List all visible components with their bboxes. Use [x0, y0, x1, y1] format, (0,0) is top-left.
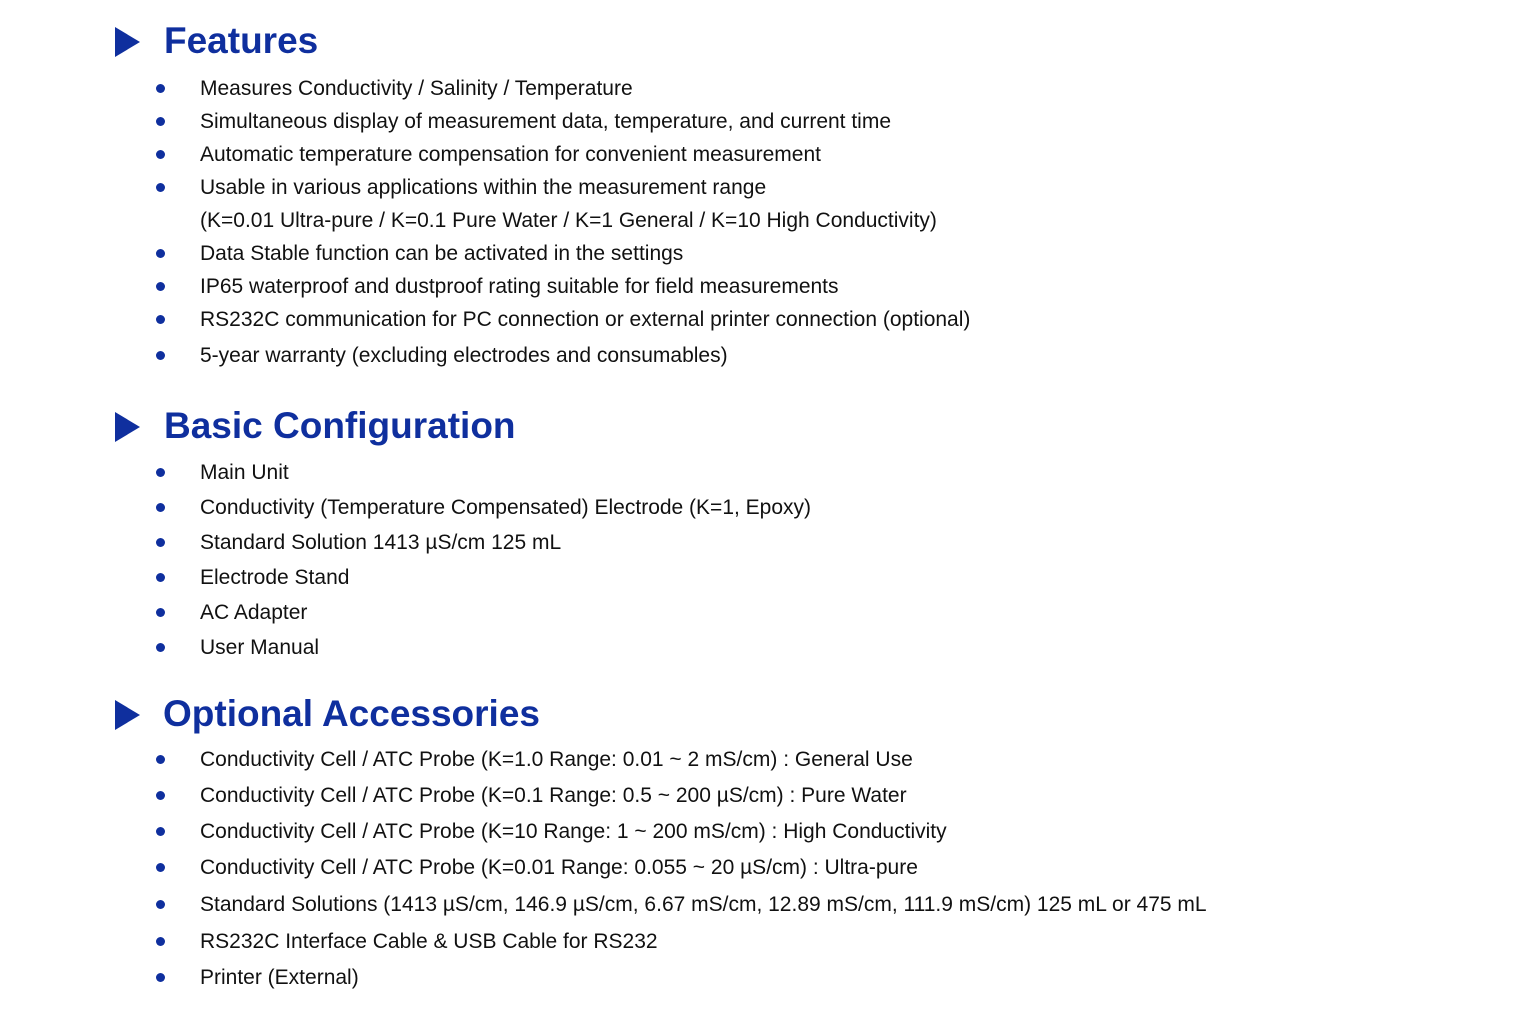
- list-item-text: Simultaneous display of measurement data, temperature, and current time: [200, 110, 892, 133]
- optional-accessories-section: [0, 690, 1536, 992]
- bullet-icon: [156, 84, 165, 93]
- optional-accessories-title: Optional Accessories: [163, 693, 540, 734]
- list-item: [0, 960, 1536, 996]
- basic-configuration-section: [0, 402, 1536, 660]
- bullet-icon: [156, 538, 165, 547]
- bullet-icon: [156, 503, 165, 512]
- bullet-icon: [156, 117, 165, 126]
- list-item-text: Data Stable function can be activated in the settings: [200, 242, 684, 265]
- list-item: [0, 850, 1536, 886]
- list-item-text: Standard Solution 1413 µS/cm 125 mL: [200, 531, 562, 554]
- list-item: [0, 778, 1536, 814]
- bullet-icon: [156, 282, 165, 291]
- list-item-text: RS232C Interface Cable & USB Cable for RS232: [200, 930, 658, 953]
- bullet-icon: [156, 183, 165, 192]
- bullet-icon: [156, 973, 165, 982]
- list-item-text: User Manual: [200, 636, 320, 659]
- list-item: [0, 138, 1536, 171]
- bullet-icon: [156, 827, 165, 836]
- triangle-right-icon: [115, 700, 140, 730]
- list-item: [0, 924, 1536, 960]
- triangle-right-icon: [115, 412, 140, 442]
- optional-accessories-list: [0, 742, 1536, 996]
- list-item-subtext: (K=0.01 Ultra-pure / K=0.1 Pure Water / K=1 General / K=10 High Conductivity): [200, 209, 937, 232]
- list-item: [0, 595, 1536, 630]
- bullet-icon: [156, 315, 165, 324]
- list-item-text: Measures Conductivity / Salinity / Temperature: [200, 77, 633, 100]
- list-item-text: Printer (External): [200, 966, 359, 989]
- list-item: [0, 72, 1536, 105]
- features-header: [0, 17, 1536, 65]
- list-item: [0, 237, 1536, 270]
- list-item-text: Conductivity Cell / ATC Probe (K=0.01 Range: 0.055 ~ 20 µS/cm) : Ultra-pure: [200, 856, 918, 879]
- features-list: [0, 72, 1536, 372]
- basic-configuration-title: Basic Configuration: [164, 405, 516, 446]
- list-item: [0, 490, 1536, 525]
- list-item-text: Conductivity (Temperature Compensated) Electrode (K=1, Epoxy): [200, 496, 812, 519]
- list-item: [0, 814, 1536, 850]
- list-item-text: Standard Solutions (1413 µS/cm, 146.9 µS/cm, 6.67 mS/cm, 12.89 mS/cm, 111.9 mS/cm) 125 mL or 475 mL: [200, 893, 1207, 916]
- bullet-icon: [156, 863, 165, 872]
- list-item: [0, 105, 1536, 138]
- bullet-icon: [156, 643, 165, 652]
- list-item-text: 5-year warranty (excluding electrodes and consumables): [200, 344, 728, 367]
- list-item-text: Automatic temperature compensation for convenient measurement: [200, 143, 821, 166]
- list-item: [0, 171, 1536, 237]
- bullet-icon: [156, 351, 165, 360]
- features-section: [0, 17, 1536, 365]
- list-item-text: Conductivity Cell / ATC Probe (K=0.1 Range: 0.5 ~ 200 µS/cm) : Pure Water: [200, 784, 907, 807]
- list-item-text: Main Unit: [200, 461, 289, 484]
- optional-accessories-header: [0, 690, 1536, 738]
- list-item: [0, 303, 1536, 336]
- bullet-icon: [156, 608, 165, 617]
- bullet-icon: [156, 937, 165, 946]
- list-item-text: Conductivity Cell / ATC Probe (K=1.0 Range: 0.01 ~ 2 mS/cm) : General Use: [200, 748, 913, 771]
- list-item-text: IP65 waterproof and dustproof rating suitable for field measurements: [200, 275, 839, 298]
- list-item: [0, 336, 1536, 372]
- bullet-icon: [156, 249, 165, 258]
- basic-configuration-header: [0, 402, 1536, 450]
- features-title: Features: [164, 20, 319, 61]
- bullet-icon: [156, 900, 165, 909]
- bullet-icon: [156, 755, 165, 764]
- bullet-icon: [156, 573, 165, 582]
- list-item: [0, 270, 1536, 303]
- bullet-icon: [156, 791, 165, 800]
- list-item-text: AC Adapter: [200, 601, 308, 624]
- list-item: [0, 455, 1536, 490]
- list-item-text-block: [200, 171, 937, 237]
- list-item-text: Electrode Stand: [200, 566, 350, 589]
- list-item: [0, 886, 1536, 924]
- bullet-icon: [156, 468, 165, 477]
- list-item: [0, 560, 1536, 595]
- list-item: [0, 525, 1536, 560]
- bullet-icon: [156, 150, 165, 159]
- list-item-text: Usable in various applications within the measurement range: [200, 176, 767, 199]
- basic-configuration-list: [0, 455, 1536, 665]
- list-item: [0, 630, 1536, 665]
- list-item: [0, 742, 1536, 778]
- list-item-text: Conductivity Cell / ATC Probe (K=10 Range: 1 ~ 200 mS/cm) : High Conductivity: [200, 820, 947, 843]
- list-item-text: RS232C communication for PC connection or external printer connection (optional): [200, 308, 971, 331]
- triangle-right-icon: [115, 27, 140, 57]
